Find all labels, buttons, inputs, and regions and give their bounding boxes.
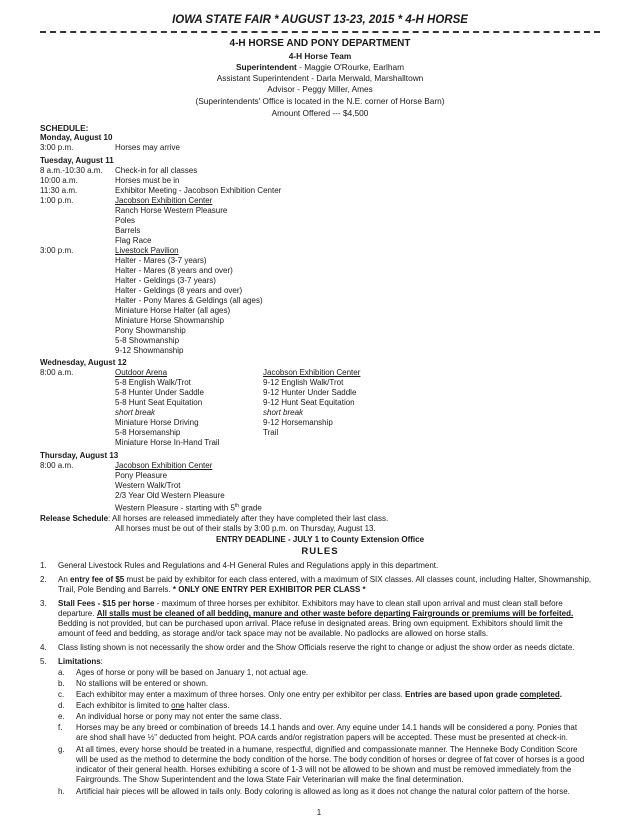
class-item: 2/3 Year Old Western Pleasure [115, 491, 225, 500]
grade-notice: completed [519, 690, 560, 699]
class-item: short break [115, 408, 156, 417]
sub-rule-letter: b. [58, 679, 65, 688]
class-item: 5-8 Hunter Under Saddle [115, 388, 204, 397]
class-item: Halter - Pony Mares & Geldings (all ages) [115, 296, 263, 305]
rule-text [58, 575, 604, 595]
venue-label: Jacobson Exhibition Center [263, 368, 361, 377]
wednesday-time: 8:00 a.m. [40, 368, 74, 377]
superintendent-label: Superintendent [235, 62, 297, 72]
class-item: Halter - Geldings (8 years and over) [115, 286, 243, 295]
rule-text [58, 599, 604, 639]
sub-rule-text: indicator of their general health. Horses exhibiting a score of 1-3 will not be allowed to be shown and must be removed immediately from the [76, 765, 572, 774]
sub-rule-letter: c. [58, 690, 65, 699]
release-schedule [40, 514, 388, 524]
rule-text [58, 657, 604, 667]
amount-offered: Amount Offered --- $4,500 [271, 108, 369, 118]
rule-text: departure. [58, 609, 97, 618]
class-item: Pony Pleasure [115, 471, 168, 480]
advisor-line: Advisor - Peggy Miller, Ames [267, 84, 373, 94]
monday-event: Horses may arrive [115, 143, 180, 152]
one-entry-notice: * ONLY ONE ENTRY PER EXHIBITOR PER CLASS * [172, 585, 366, 594]
rule-text: : [100, 657, 103, 666]
sub-rule-text [76, 690, 604, 700]
grade-notice: . [559, 690, 562, 699]
sub-rule-text: Each exhibitor may enter a maximum of three horses. Only one entry per exhibitor per class. [76, 690, 406, 699]
sub-rule-text [76, 745, 604, 785]
class-item: Miniature Horse In-Hand Trail [115, 438, 220, 447]
sub-rule-letter: d. [58, 701, 65, 710]
class-item: Ranch Horse Western Pleasure [115, 206, 228, 215]
monday-time: 3:00 p.m. [40, 143, 74, 152]
sub-rule-text: one [171, 701, 185, 710]
venue-label: Jacobson Exhibition Center [115, 461, 213, 470]
venue-label: Jacobson Exhibition Center [115, 196, 213, 205]
sub-rule-letter: e. [58, 712, 65, 721]
entry-fee-text: entry fee of $5 [70, 575, 125, 584]
sub-rule-text: At all times, every horse should be treated in a humane, respectful, dignified and compassionate manner. The Henneke Body Condition Score [76, 745, 578, 754]
class-item: Barrels [115, 226, 141, 235]
sub-rule-text: No stallions will be entered or shown. [76, 679, 209, 688]
tuesday-event: Check-in for all classes [115, 166, 198, 175]
class-item: 5-8 Showmanship [115, 336, 180, 345]
class-item: 5-8 English Walk/Trot [115, 378, 191, 387]
class-item: Halter - Mares (8 years and over) [115, 266, 233, 275]
class-item: 9-12 Showmanship [115, 346, 184, 355]
stall-cleaning-notice: All stalls must be cleaned of all bedding, manure and other waste before departing Fairgrounds or premiums will be forfeited. [96, 609, 574, 618]
rule-text: - maximum of three horses per exhibitor. Exhibitors may have to clean stall upon arrival and must clean stall before [154, 599, 563, 608]
limitations-heading: Limitations [58, 657, 101, 666]
class-item: Western Walk/Trot [115, 481, 181, 490]
stall-fees-text: Stall Fees - $15 per horse [58, 599, 155, 608]
rule-number: 4. [40, 643, 47, 652]
sub-rule-text [76, 701, 604, 711]
superscript: th [234, 503, 240, 509]
office-note: (Superintendents' Office is located in the N.E. corner of Horse Barn) [195, 96, 445, 106]
rule-number: 5. [40, 657, 47, 666]
class-item: Pony Showmanship [115, 326, 186, 335]
rule-text: must be paid by exhibitor for each class entered, with a maximum of SIX classes. All classes count, including Halter, Showmanship, [124, 575, 592, 584]
sub-rule-text: are shod shall have ½" deducted from height. POA cards and/or registration papers will be accepted. These must be presented at check-in. [76, 733, 568, 742]
thursday-heading: Thursday, August 13 [40, 451, 119, 460]
release-text: : All horses are released immediately after they have completed their last class. [108, 514, 389, 523]
superintendent-value: - Maggie O'Rourke, Earlham [296, 62, 405, 72]
sub-rule-text: will be used as the method to determine the body condition of the horse. The body condition of horses or degree of fat cover of horses is a good [76, 755, 585, 764]
class-item: Halter - Geldings (3-7 years) [115, 276, 216, 285]
sub-rule-letter: h. [58, 787, 65, 796]
class-item: Flag Race [115, 236, 152, 245]
tuesday-time: 8 a.m.-10:30 a.m. [40, 166, 103, 175]
class-item: 5-8 Hunt Seat Equitation [115, 398, 203, 407]
superintendent-line [40, 62, 600, 72]
monday-heading: Monday, August 10 [40, 133, 113, 142]
rule-text: Class listing shown is not necessarily the show order and the Show Officials reserve the right to change or adjust the show order as needs dictate. [58, 643, 575, 652]
assistant-line: Assistant Superintendent - Darla Merwald, Marshalltown [216, 73, 424, 83]
department-title: 4-H HORSE AND PONY DEPARTMENT [229, 38, 411, 49]
class-item: Halter - Mares (3-7 years) [115, 256, 207, 265]
sub-rule-text: halter class. [184, 701, 230, 710]
schedule-heading: SCHEDULE: [40, 123, 89, 133]
tuesday-heading: Tuesday, August 11 [40, 156, 114, 165]
venue-label: Outdoor Arena [115, 368, 168, 377]
sub-rule-text: Horses may be any breed or combination of breeds 14.1 hands and over. Any equine under 14.1 hands will be considered a pony. Ponies that [76, 723, 578, 732]
class-item: Miniature Horse Driving [115, 418, 199, 427]
class-item: Poles [115, 216, 136, 225]
grade-notice: Entries are based upon grade [405, 690, 520, 699]
rule-text: Bedding is not provided, but can be purchased upon arrival. Place refuse in designated areas. Bring own equipment. Exhibitors should limit the [58, 619, 563, 628]
rule-text: Trail, Pole Bending and Barrels. [58, 585, 173, 594]
tuesday-time: 1:00 p.m. [40, 196, 74, 205]
release-text: All horses must be out of their stalls by 3:00 p.m. on Thursday, August 13. [115, 524, 376, 533]
rule-text: amount of feed and bedding, as storage and/or tack space may not be available. No padlocks are allowed on horse stalls. [58, 629, 489, 638]
sub-rule-text: Each exhibitor is limited to [76, 701, 172, 710]
class-item: short break [263, 408, 304, 417]
entry-deadline: ENTRY DEADLINE - JULY 1 to County Extension Office [215, 535, 425, 544]
sub-rule-letter: g. [58, 745, 65, 754]
class-item: 9-12 Hunter Under Saddle [263, 388, 357, 397]
rule-number: 1. [40, 561, 47, 570]
rules-heading: RULES [301, 546, 339, 557]
rule-text: An [58, 575, 71, 584]
sub-rule-letter: f. [58, 723, 63, 732]
sub-rule-text: Artificial hair pieces will be allowed in tails only. Body coloring is allowed as long as it does not change the natural color pattern of the horse. [76, 787, 570, 796]
class-text: grade [239, 503, 262, 513]
class-item [115, 501, 262, 514]
sub-rule-letter: a. [58, 668, 65, 677]
class-item: 5-8 Horsemanship [115, 428, 181, 437]
page-number: 1 [316, 808, 322, 817]
class-item: Trail [263, 428, 279, 437]
tuesday-time: 3:00 p.m. [40, 246, 74, 255]
header-divider [40, 31, 600, 33]
team-name: 4-H Horse Team [288, 51, 352, 61]
thursday-time: 8:00 a.m. [40, 461, 74, 470]
class-item: 9-12 Hunt Seat Equitation [263, 398, 355, 407]
venue-label: Livestock Pavilion [115, 246, 179, 255]
class-item: 9-12 English Walk/Trot [263, 378, 344, 387]
release-label: Release Schedule [40, 514, 109, 523]
class-item: Miniature Horse Showmanship [115, 316, 224, 325]
sub-rule-text [76, 723, 604, 743]
sub-rule-text: Fairgrounds. The Show Superintendent and the Iowa State Fair Veterinarian will make the final determination. [76, 775, 464, 784]
class-item: 9-12 Horsemanship [263, 418, 333, 427]
tuesday-event: Exhibitor Meeting - Jacobson Exhibition Center [115, 186, 282, 195]
wednesday-heading: Wednesday, August 12 [40, 358, 127, 367]
rule-number: 3. [40, 599, 47, 608]
running-header: IOWA STATE FAIR * AUGUST 13-23, 2015 * 4-H HORSE [172, 14, 468, 26]
sub-rule-text: An individual horse or pony may not enter the same class. [76, 712, 282, 721]
class-item: Miniature Horse Halter (all ages) [115, 306, 231, 315]
tuesday-time: 11:30 a.m. [40, 186, 78, 195]
rule-number: 2. [40, 575, 47, 584]
tuesday-time: 10:00 a.m. [40, 176, 78, 185]
class-text: Western Pleasure - starting with 5 [115, 503, 235, 513]
sub-rule-text: Ages of horse or pony will be based on January 1, not actual age. [76, 668, 309, 677]
tuesday-event: Horses must be in [115, 176, 180, 185]
rule-text: General Livestock Rules and Regulations and 4-H General Rules and Regulations apply in this department. [58, 561, 439, 570]
